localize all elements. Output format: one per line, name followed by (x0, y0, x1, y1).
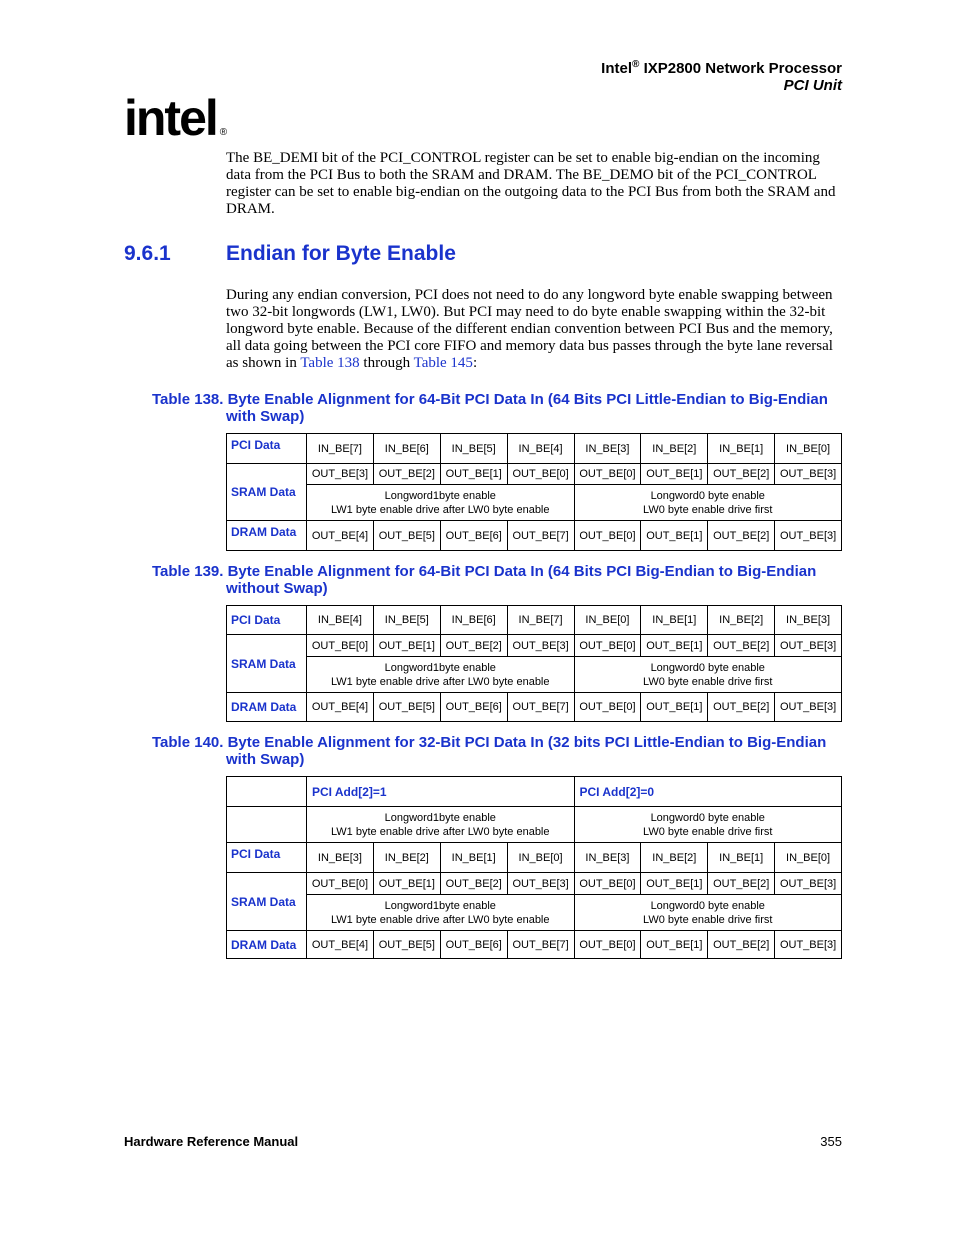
table-cell: IN_BE[0] (775, 434, 842, 464)
table-138-caption: Table 138. Byte Enable Alignment for 64-Bit PCI Data In (64 Bits PCI Little-Endian to Big-Endian with Swap) (152, 391, 828, 425)
table-cell: OUT_BE[0] (507, 464, 574, 485)
table-cell: IN_BE[3] (574, 434, 641, 464)
table-row (227, 635, 842, 657)
table-cell: OUT_BE[2] (708, 873, 775, 895)
body-text: During any endian conversion, PCI does not need to do any longword byte enable swapping between two 32-bit longwords (LW1, LW0). But PCI may need to do byte enable swapping within the 32-bit longword byte enable. Because of the different endian convention between PCI Bus and the memory, all data going between the PCI core FIFO and memory data bus passes through the byte lane reversal as shown in (226, 287, 833, 371)
table-cell: IN_BE[6] (373, 434, 440, 464)
lw0-line1: Longword0 byte enable (650, 661, 765, 674)
logo-text: intel (124, 90, 217, 146)
table-cell: OUT_BE[4] (307, 521, 374, 551)
header-reg-mark: ® (632, 59, 640, 70)
lw0-cell (574, 807, 842, 843)
table-cell: OUT_BE[3] (775, 635, 842, 657)
table-cell: OUT_BE[6] (440, 931, 507, 959)
table-cell: IN_BE[3] (775, 606, 842, 635)
table-row (227, 873, 842, 895)
table-cell: OUT_BE[0] (574, 931, 641, 959)
table-cell: OUT_BE[3] (775, 693, 842, 722)
table-cell: OUT_BE[3] (775, 931, 842, 959)
dram-data-label: DRAM Data (227, 521, 307, 551)
table-138 (226, 433, 842, 551)
intel-logo (124, 90, 227, 161)
table-cell: OUT_BE[5] (373, 693, 440, 722)
table-row (227, 931, 842, 959)
table-cell: OUT_BE[1] (440, 464, 507, 485)
table-row (227, 657, 842, 693)
header-section: PCI Unit (783, 77, 842, 94)
table-cell: OUT_BE[1] (373, 873, 440, 895)
intro-paragraph: The BE_DEMI bit of the PCI_CONTROL register can be set to enable big-endian on the incoming data from the PCI Bus to both the SRAM and DRAM. The BE_DEMO bit of the PCI_CONTROL register can be set to enable big-endian on the outgoing data to the PCI Bus from both the SRAM and DRAM. (226, 150, 836, 217)
table-cell: IN_BE[4] (507, 434, 574, 464)
table-cell: OUT_BE[2] (708, 931, 775, 959)
table-cell: IN_BE[7] (507, 606, 574, 635)
table-cell: IN_BE[6] (440, 606, 507, 635)
lw0-cell (574, 657, 842, 693)
pci-add0-header: PCI Add[2]=0 (574, 777, 842, 807)
empty-cell (227, 807, 307, 843)
table-cell: OUT_BE[0] (574, 464, 641, 485)
table-row (227, 693, 842, 722)
table-140-caption: Table 140. Byte Enable Alignment for 32-Bit PCI Data In (32 bits PCI Little-Endian to Big-Endian with Swap) (152, 734, 827, 768)
table-cell: OUT_BE[1] (641, 521, 708, 551)
table-cell: OUT_BE[6] (440, 693, 507, 722)
table-row (227, 606, 842, 635)
table-row (227, 464, 842, 485)
table-cell: IN_BE[3] (307, 843, 374, 873)
lw0-line2: LW0 byte enable drive first (643, 913, 773, 926)
table-cell: IN_BE[5] (373, 606, 440, 635)
dram-data-label: DRAM Data (227, 931, 307, 959)
table-row (227, 521, 842, 551)
table-row (227, 434, 842, 464)
table-row (227, 843, 842, 873)
table-cell: IN_BE[0] (775, 843, 842, 873)
table-cell: IN_BE[1] (708, 843, 775, 873)
table-cell: OUT_BE[0] (574, 873, 641, 895)
footer-page-number: 355 (820, 1134, 842, 1149)
table-cell: OUT_BE[0] (574, 521, 641, 551)
section-title: Endian for Byte Enable (226, 242, 456, 265)
table-cell: OUT_BE[1] (641, 464, 708, 485)
table-cell: IN_BE[2] (641, 843, 708, 873)
lw0-cell (574, 485, 842, 521)
table-row (227, 777, 842, 807)
lw1-line1: Longword1byte enable (384, 661, 496, 674)
table-cell: OUT_BE[0] (307, 635, 374, 657)
logo-reg-mark: ® (219, 127, 228, 138)
table-row (227, 895, 842, 931)
table-cell: OUT_BE[3] (775, 873, 842, 895)
table-row (227, 807, 842, 843)
lw1-cell (307, 485, 575, 521)
table-cell: OUT_BE[3] (775, 464, 842, 485)
table-cell: OUT_BE[7] (507, 521, 574, 551)
table-139 (226, 605, 842, 722)
lw1-line2: LW1 byte enable drive after LW0 byte enable (331, 913, 550, 926)
body-paragraph (226, 287, 842, 372)
lw1-cell (307, 657, 575, 693)
table-cell: IN_BE[2] (641, 434, 708, 464)
body-text-end: : (472, 355, 478, 371)
table-cell: OUT_BE[1] (641, 635, 708, 657)
table-cell: OUT_BE[0] (307, 873, 374, 895)
lw1-line2: LW1 byte enable drive after LW0 byte enable (331, 675, 550, 688)
table-cell: IN_BE[5] (440, 434, 507, 464)
lw0-cell (574, 895, 842, 931)
lw1-line1: Longword1byte enable (384, 811, 496, 824)
table-cell: IN_BE[4] (307, 606, 374, 635)
table-cell: OUT_BE[1] (641, 693, 708, 722)
table-cell: OUT_BE[7] (507, 693, 574, 722)
lw0-line1: Longword0 byte enable (650, 489, 765, 502)
empty-cell (227, 777, 307, 807)
table-cell: IN_BE[1] (641, 606, 708, 635)
lw0-line1: Longword0 byte enable (650, 811, 765, 824)
lw1-line1: Longword1byte enable (384, 489, 496, 502)
lw0-line2: LW0 byte enable drive first (643, 675, 773, 688)
pci-data-label: PCI Data (227, 843, 307, 873)
sram-data-label: SRAM Data (227, 635, 307, 693)
table-140 (226, 776, 842, 959)
lw1-line2: LW1 byte enable drive after LW0 byte enable (331, 825, 550, 838)
page-header (601, 60, 842, 94)
table-cell: OUT_BE[3] (507, 635, 574, 657)
table-cell: OUT_BE[5] (373, 521, 440, 551)
pci-add1-header: PCI Add[2]=1 (307, 777, 575, 807)
table-row (227, 485, 842, 521)
table-138-link[interactable]: Table 138 (300, 355, 360, 371)
table-cell: OUT_BE[1] (373, 635, 440, 657)
table-cell: OUT_BE[2] (708, 521, 775, 551)
pci-data-label: PCI Data (227, 434, 307, 464)
table-cell: OUT_BE[7] (507, 931, 574, 959)
table-cell: OUT_BE[2] (440, 873, 507, 895)
footer-manual-title: Hardware Reference Manual (124, 1134, 299, 1149)
dram-data-label: DRAM Data (227, 693, 307, 722)
section-heading (124, 242, 456, 266)
table-cell: OUT_BE[2] (708, 635, 775, 657)
table-cell: OUT_BE[2] (373, 464, 440, 485)
header-brand: Intel (601, 60, 633, 77)
table-145-link[interactable]: Table 145 (413, 355, 473, 371)
table-cell: IN_BE[2] (373, 843, 440, 873)
pci-data-label: PCI Data (227, 606, 307, 635)
lw1-line2: LW1 byte enable drive after LW0 byte enable (331, 503, 550, 516)
lw1-cell (307, 807, 575, 843)
lw0-line1: Longword0 byte enable (650, 899, 765, 912)
table-cell: OUT_BE[4] (307, 693, 374, 722)
table-cell: IN_BE[7] (307, 434, 374, 464)
sram-data-label: SRAM Data (227, 873, 307, 931)
table-cell: OUT_BE[4] (307, 931, 374, 959)
table-cell: OUT_BE[3] (507, 873, 574, 895)
table-cell: OUT_BE[6] (440, 521, 507, 551)
table-cell: OUT_BE[2] (708, 693, 775, 722)
table-cell: IN_BE[0] (507, 843, 574, 873)
table-cell: IN_BE[1] (708, 434, 775, 464)
table-cell: OUT_BE[5] (373, 931, 440, 959)
table-cell: IN_BE[2] (708, 606, 775, 635)
lw0-line2: LW0 byte enable drive first (643, 825, 773, 838)
sram-data-label: SRAM Data (227, 464, 307, 521)
table-cell: OUT_BE[0] (574, 635, 641, 657)
table-cell: OUT_BE[2] (440, 635, 507, 657)
body-text-middle: through (359, 355, 414, 371)
header-product: IXP2800 Network Processor (643, 60, 842, 77)
table-139-caption: Table 139. Byte Enable Alignment for 64-Bit PCI Data In (64 Bits PCI Big-Endian to Big-Endian without Swap) (152, 563, 817, 597)
lw0-line2: LW0 byte enable drive first (643, 503, 773, 516)
table-cell: OUT_BE[1] (641, 873, 708, 895)
table-cell: OUT_BE[2] (708, 464, 775, 485)
table-cell: IN_BE[3] (574, 843, 641, 873)
lw1-cell (307, 895, 575, 931)
lw1-line1: Longword1byte enable (384, 899, 496, 912)
table-cell: IN_BE[1] (440, 843, 507, 873)
table-cell: IN_BE[0] (574, 606, 641, 635)
section-number: 9.6.1 (124, 242, 171, 265)
table-cell: OUT_BE[3] (307, 464, 374, 485)
table-cell: OUT_BE[0] (574, 693, 641, 722)
table-cell: OUT_BE[1] (641, 931, 708, 959)
table-cell: OUT_BE[3] (775, 521, 842, 551)
